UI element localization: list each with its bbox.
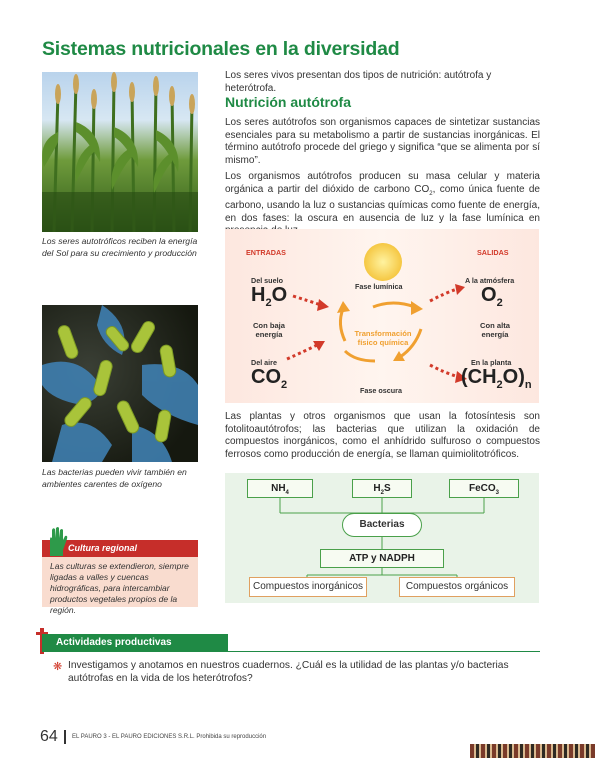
transformacion-label: Transformación físico química — [354, 329, 412, 347]
intro-paragraph: Los seres vivos presentan dos tipos de nutrición: autótrofa y heterótrofa. — [225, 70, 492, 94]
o2-formula: $O_2$ — [481, 284, 503, 309]
bacteria-photo — [42, 305, 198, 462]
ch2o-formula: $(CH_2O)_n$ — [461, 366, 532, 391]
compuestos-inorganicos-box: Compuestos inorgánicos — [249, 577, 367, 597]
en-planta-label: En la planta — [471, 358, 512, 367]
atmosfera-label: A la atmósfera — [465, 276, 515, 285]
corn-field-photo — [42, 72, 198, 232]
corn-illustration — [42, 72, 198, 232]
nh4-box: $NH_4$ — [247, 479, 313, 498]
cultura-regional-title: Cultura regional — [68, 543, 138, 553]
photosynthesis-diagram — [225, 229, 539, 403]
page-number: 64 — [40, 728, 58, 745]
hand-icon — [46, 526, 70, 556]
corn-caption: Los seres autotróficos reciben la energía del Sol para su crecimiento y producción — [42, 236, 198, 258]
alta-energia-label: Con alta energía — [480, 321, 510, 339]
cultura-regional-text: Las culturas se extendieron, siempre ligadas a valles y cuencas hidrográficas, para intercambiar productos vegetales propios de la región. — [50, 561, 189, 615]
paragraph-fotolitoautotrofos: Las plantas y otros organismos que usan la fotosíntesis son fotolitoautótrofos; las bacterias que utilizan la oxidación de compuestos inorgánicos, como el anhídrido sulfuroso o compuestos ferrosos como producción de energía, se llaman quimiolitotróficos. — [225, 411, 540, 460]
sun-icon — [364, 243, 402, 281]
paragraph-autotrofos: Los seres autótrofos son organismos capaces de sintetizar sustancias esenciales para su metabolismo a partir de sustancias inorgánicas. El término autótrofo procede del griego y significa “que se alimenta por sí mismo”. — [225, 117, 540, 166]
compuestos-organicos-box: Compuestos orgánicos — [399, 577, 515, 597]
entradas-label: ENTRADAS — [246, 248, 286, 257]
bacteria-illustration — [42, 305, 198, 462]
feco3-box: FeCO$_3$ — [449, 479, 519, 498]
activities-divider — [42, 651, 540, 652]
activities-bullet-icon: ❋ — [53, 661, 63, 673]
activities-text: Investigamos y anotamos en nuestros cuadernos. ¿Cuál es la utilidad de las plantas y/o bacterias autótrofas en la vida de los heterótrofos? — [68, 660, 509, 684]
atp-nadph-box: ATP y NADPH — [320, 549, 444, 568]
fase-luminica-label: Fase lumínica — [355, 282, 403, 291]
baja-energia-label: Con baja energía — [252, 321, 286, 339]
co2-formula: $CO_2$ — [251, 366, 288, 391]
section-heading: Nutrición autótrofa — [225, 94, 351, 110]
bacterias-node: Bacterias — [342, 513, 422, 537]
bacteria-scheme — [225, 473, 539, 603]
h2s-box: $H_2S$ — [352, 479, 412, 498]
page-title: Sistemas nutricionales en la diversidad — [42, 38, 400, 60]
del-aire-label: Del aire — [251, 358, 277, 367]
fase-oscura-label: Fase oscura — [360, 386, 402, 395]
footer-copyright: EL PAURO 3 - EL PAURO EDICIONES S.R.L. Prohibida su reproducción — [72, 734, 267, 740]
footer-pattern — [470, 744, 595, 758]
salidas-label: SALIDAS — [477, 248, 509, 257]
footer-separator — [64, 730, 66, 744]
bacteria-caption: Las bacterias pueden vivir también en ambientes carentes de oxígeno — [42, 467, 187, 489]
h2o-formula: $H_2O$ — [251, 284, 288, 309]
paragraph-organismos: Los organismos autótrofos producen su masa celular y materia orgánica a partir del dióxido de carbono $CO_2$, como única fuente de carbono, usando la luz o sustancias químicas como fuente de energía, en dos fases: la oscura en ausencia de luz y la fase lumínica en — [225, 171, 540, 224]
del-suelo-label: Del suelo — [251, 276, 283, 285]
activities-title: Actividades productivas — [56, 637, 172, 648]
